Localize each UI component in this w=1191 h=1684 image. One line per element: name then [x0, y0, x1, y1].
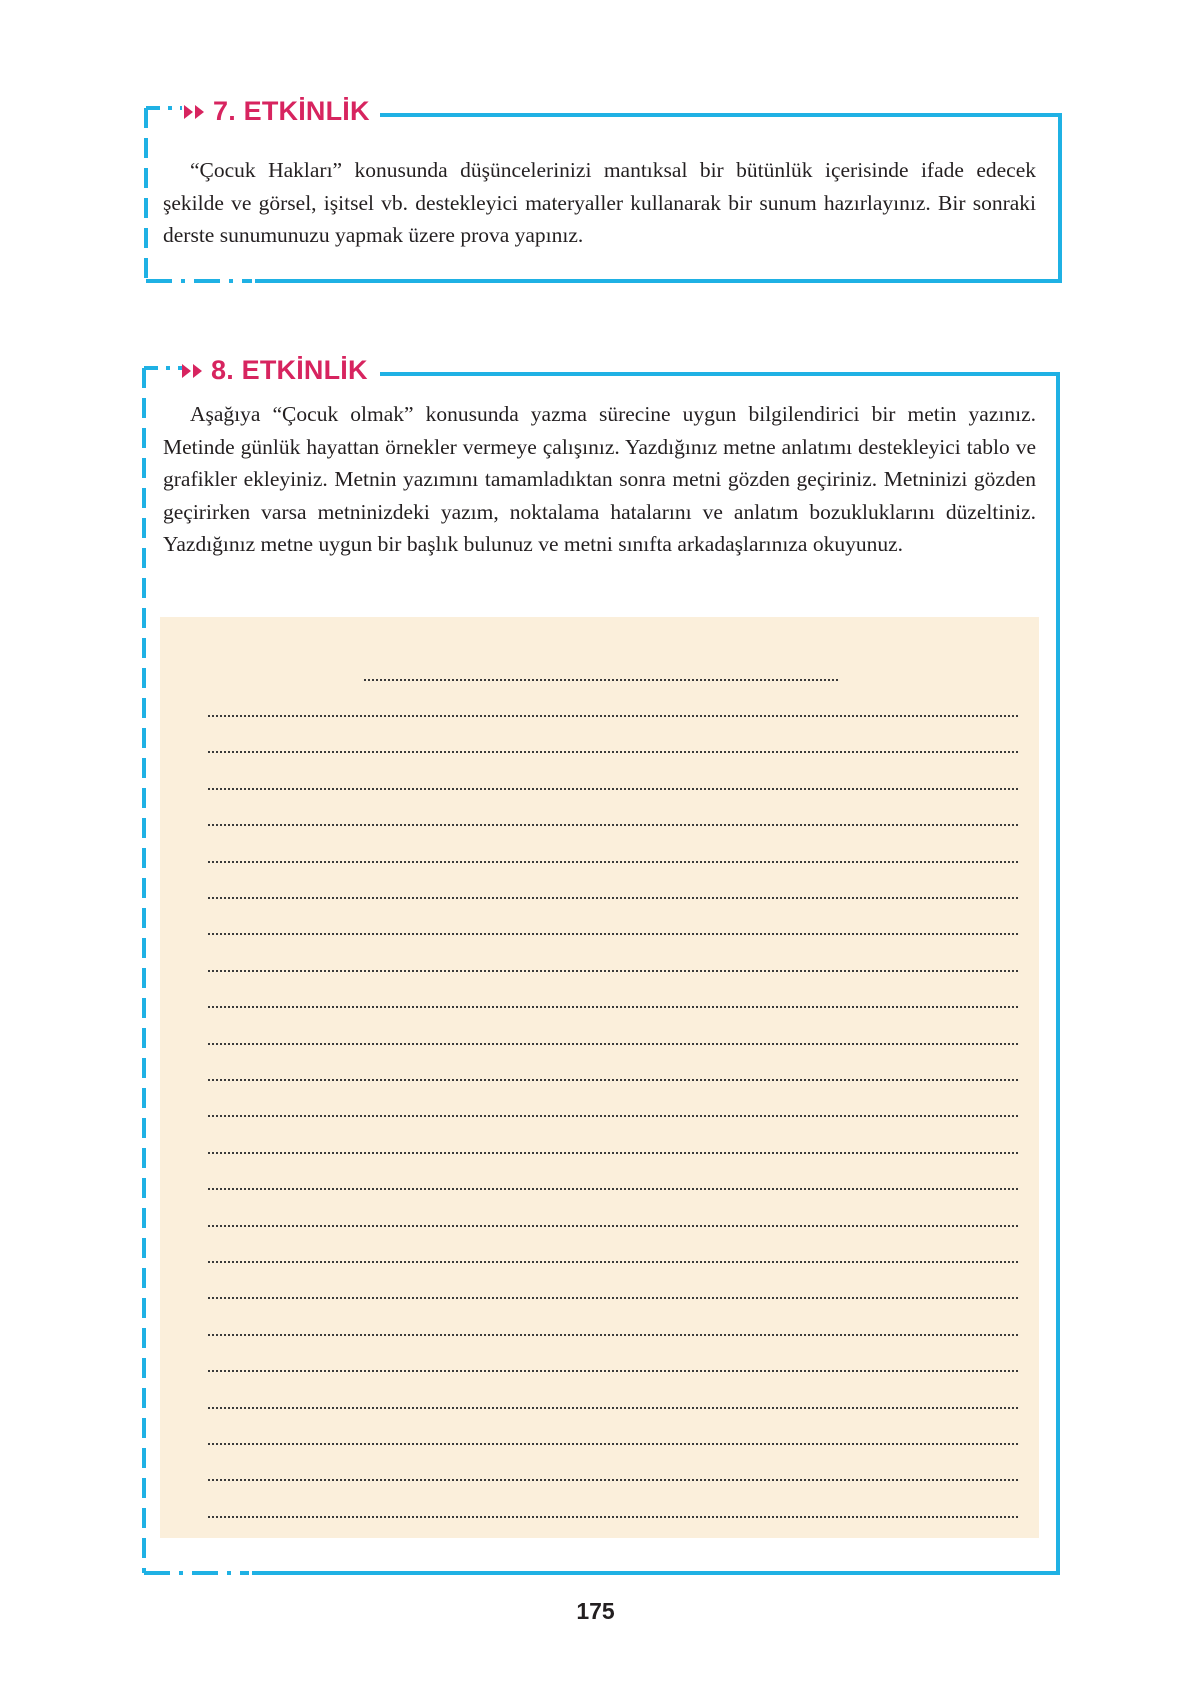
double-triangle-arrow-icon	[182, 363, 204, 379]
writing-line[interactable]	[208, 751, 1018, 753]
writing-line[interactable]	[208, 1115, 1018, 1117]
writing-line[interactable]	[208, 1479, 1018, 1481]
writing-line[interactable]	[208, 1297, 1018, 1299]
writing-line[interactable]	[208, 897, 1018, 899]
activity-8-heading	[182, 357, 372, 384]
writing-line[interactable]	[208, 1043, 1018, 1045]
writing-area[interactable]	[160, 617, 1039, 1538]
activity-7-text: “Çocuk Hakları” konusunda düşüncelerinizi mantıksal bir bütünlük içerisinde ifade edecek şekilde ve görsel, işitsel vb. destekleyici materyaller kullanarak bir sunum hazırlayınız. Bir sonraki derste sunumunuzu yapmak üzere prova yapınız.	[163, 158, 1036, 247]
writing-line[interactable]	[208, 1006, 1018, 1008]
writing-line[interactable]	[208, 824, 1018, 826]
writing-line[interactable]	[208, 1225, 1018, 1227]
activity-8-title: 8. ETKİNLİK	[211, 355, 368, 385]
writing-line[interactable]	[208, 1188, 1018, 1190]
writing-line[interactable]	[208, 970, 1018, 972]
activity-7-title: 7. ETKİNLİK	[213, 96, 370, 126]
writing-line[interactable]	[208, 1370, 1018, 1372]
writing-line[interactable]	[208, 1334, 1018, 1336]
writing-line[interactable]	[208, 861, 1018, 863]
writing-line[interactable]	[208, 1443, 1018, 1445]
writing-line[interactable]	[208, 1152, 1018, 1154]
activity-8-text: Aşağıya “Çocuk olmak” konusunda yazma sürecine uygun bilgilendirici bir metin yazınız. Metinde günlük hayattan örnekler vermeye çalışınız. Yazdığınız metne anlatımı destekleyici tablo ve grafikler ekleyiniz. Metnin yazımını tamamladıktan sonra metni gözden geçiriniz. Metninizi gözden geçirirken varsa metninizdeki yazım, noktalama hatalarını ve anlatım bozukluklarını düzeltiniz. Yazdığınız metne uygun bir başlık bulunuz ve metni sınıfta arkadaşlarınıza okuyunuz.	[163, 402, 1036, 556]
writing-line[interactable]	[208, 715, 1018, 717]
writing-title-line[interactable]	[364, 679, 838, 681]
writing-line[interactable]	[208, 1079, 1018, 1081]
writing-line[interactable]	[208, 1407, 1018, 1409]
writing-line[interactable]	[208, 1261, 1018, 1263]
writing-line[interactable]	[208, 933, 1018, 935]
writing-line[interactable]	[208, 788, 1018, 790]
writing-line[interactable]	[208, 1516, 1018, 1518]
page-number: 175	[576, 1598, 615, 1624]
